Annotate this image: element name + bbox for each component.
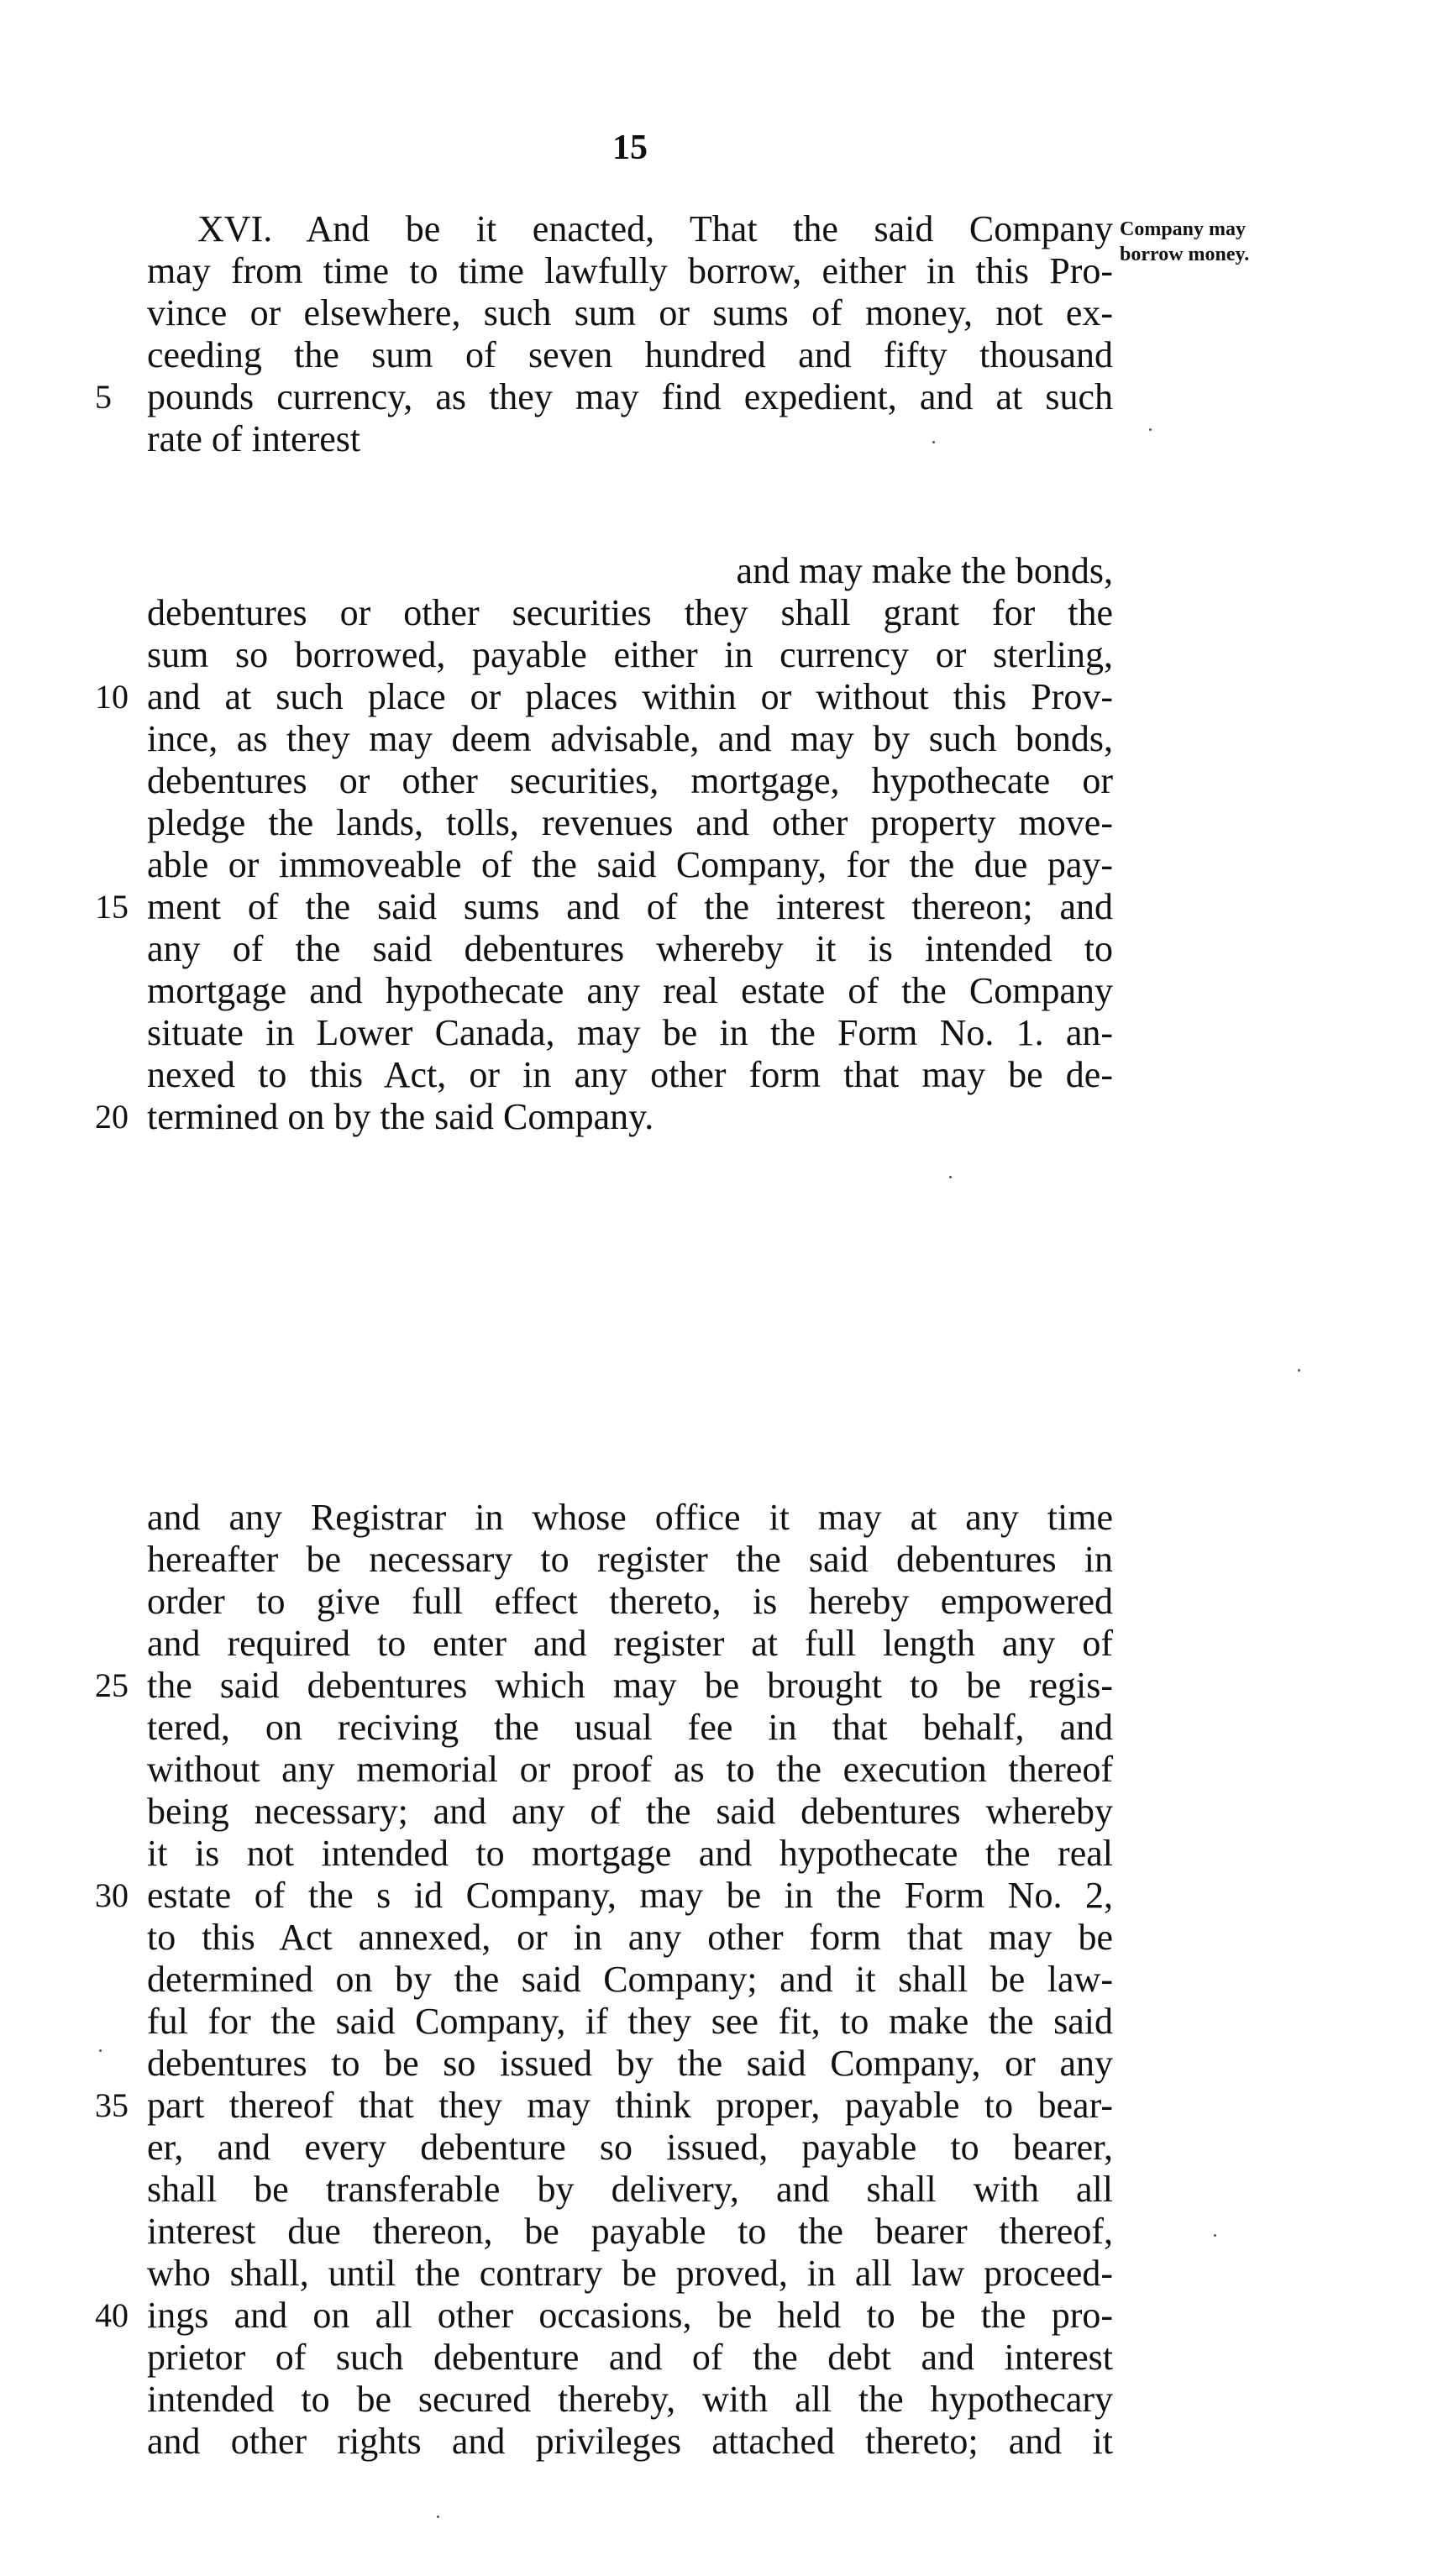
- line-text: ceeding the sum of seven hundred and fifty thousand: [147, 334, 1113, 375]
- text-line: [147, 1959, 1113, 2001]
- text-line: [147, 1581, 1113, 1623]
- line-text: ment of the said sums and of the interest thereon; and: [147, 886, 1113, 927]
- line-text: vince or elsewhere, such sum or sums of money, not ex-: [147, 292, 1113, 333]
- line-text: pounds currency, as they may find expedient, and at such: [147, 376, 1113, 417]
- line-text: tered, on reciving the usual fee in that behalf, and: [147, 1707, 1113, 1748]
- text-line: [147, 802, 1113, 844]
- text-line: [147, 334, 1113, 376]
- text-line: [95, 2085, 1113, 2127]
- line-text: debentures or other securities they shall grant for the: [147, 592, 1113, 633]
- line-text: XVI. And be it enacted, That the said Company: [197, 208, 1113, 249]
- print-speck: [1149, 428, 1152, 431]
- line-number: 40: [95, 2296, 129, 2334]
- line-text: and at such place or places within or without this Prov-: [147, 676, 1113, 717]
- line-text: the said debentures which may be brought to be regis-: [147, 1665, 1113, 1706]
- line-text: debentures to be so issued by the said Company, or any: [147, 2043, 1113, 2084]
- marginal-note-line: Company may: [1120, 218, 1247, 240]
- text-line: [147, 2337, 1113, 2379]
- line-text: rate of interest: [147, 418, 361, 459]
- line-text: ful for the said Company, if they see fit, to make the said: [147, 2001, 1113, 2042]
- line-number: 25: [95, 1666, 129, 1704]
- line-number: 15: [95, 888, 129, 926]
- text-line: [147, 250, 1113, 292]
- text-line: [95, 2295, 1113, 2337]
- line-text: able or immoveable of the said Company, for the due pay-: [147, 844, 1113, 885]
- text-line: [147, 760, 1113, 802]
- line-text: ince, as they may deem advisable, and may by such bonds,: [147, 718, 1113, 759]
- text-line: [147, 970, 1113, 1012]
- line-text: sum so borrowed, payable either in currency or sterling,: [147, 634, 1113, 675]
- line-number: 20: [95, 1098, 129, 1136]
- text-line: [147, 2211, 1113, 2253]
- text-line: [147, 550, 1113, 592]
- line-text: situate in Lower Canada, may be in the Form No. 1. an-: [147, 1012, 1113, 1053]
- text-line: [147, 718, 1113, 760]
- text-line: [95, 1665, 1113, 1707]
- line-text: and required to enter and register at full length any of: [147, 1623, 1113, 1664]
- print-speck: [99, 2049, 102, 2052]
- text-line: [147, 1497, 1113, 1539]
- line-text: and may make the bonds,: [736, 550, 1113, 591]
- paragraph-block-3: [95, 1497, 1113, 2463]
- line-text: order to give full effect thereto, is hereby empowered: [147, 1581, 1113, 1622]
- line-text: debentures or other securities, mortgage, hypothecate or: [147, 760, 1113, 801]
- line-text: mortgage and hypothecate any real estate of the Company: [147, 970, 1113, 1011]
- line-text: ings and on all other occasions, be held to be the pro-: [147, 2295, 1113, 2336]
- line-text: hereafter be necessary to register the said debentures in: [147, 1539, 1113, 1580]
- line-text: prietor of such debenture and of the debt and interest: [147, 2337, 1113, 2378]
- print-speck: [932, 441, 935, 443]
- text-line: [95, 676, 1113, 718]
- line-text: to this Act annexed, or in any other form that may be: [147, 1917, 1113, 1958]
- line-number: 5: [95, 378, 112, 416]
- text-line: [147, 2043, 1113, 2085]
- text-line: [95, 376, 1113, 418]
- paragraph-block-2: [95, 550, 1113, 1138]
- text-line: [147, 928, 1113, 970]
- line-text: nexed to this Act, or in any other form that may be de-: [147, 1054, 1113, 1095]
- line-text: part thereof that they may think proper, payable to bear-: [147, 2085, 1113, 2126]
- text-line: [147, 1791, 1113, 1833]
- print-speck: [949, 1176, 952, 1178]
- line-text: pledge the lands, tolls, revenues and other property move-: [147, 802, 1113, 843]
- print-speck: [1214, 2234, 1216, 2237]
- text-line: [147, 292, 1113, 334]
- text-line: [95, 886, 1113, 928]
- line-number: 30: [95, 1876, 129, 1914]
- text-line: [147, 208, 1113, 250]
- text-line: [147, 844, 1113, 886]
- line-text: it is not intended to mortgage and hypothecate the real: [147, 1833, 1113, 1874]
- line-text: interest due thereon, be payable to the bearer thereof,: [147, 2211, 1113, 2252]
- text-line: [147, 2001, 1113, 2043]
- text-line: [147, 1012, 1113, 1054]
- page-number: 15: [612, 129, 648, 167]
- text-line: [147, 2169, 1113, 2211]
- text-line: [95, 1875, 1113, 1917]
- line-text: shall be transferable by delivery, and shall with all: [147, 2169, 1113, 2210]
- text-line: [147, 1623, 1113, 1665]
- text-line: [147, 592, 1113, 634]
- line-text: estate of the s id Company, may be in the Form No. 2,: [147, 1875, 1113, 1916]
- line-text: any of the said debentures whereby it is intended to: [147, 928, 1113, 969]
- line-number: 35: [95, 2086, 129, 2124]
- line-text: determined on by the said Company; and it shall be law-: [147, 1959, 1113, 2000]
- text-line: [147, 2421, 1113, 2463]
- line-text: and any Registrar in whose office it may at any time: [147, 1497, 1113, 1538]
- text-line: [147, 2127, 1113, 2169]
- line-number: 10: [95, 678, 129, 716]
- line-text: may from time to time lawfully borrow, either in this Pro-: [147, 250, 1113, 291]
- text-line: [147, 1749, 1113, 1791]
- line-text: intended to be secured thereby, with all the hypothecary: [147, 2379, 1113, 2420]
- line-text: being necessary; and any of the said debentures whereby: [147, 1791, 1113, 1832]
- text-line: [95, 1096, 1113, 1138]
- text-line: [147, 634, 1113, 676]
- text-line: [147, 2379, 1113, 2421]
- text-line: [147, 1707, 1113, 1749]
- text-line: [147, 1833, 1113, 1875]
- paragraph-block-1: [95, 208, 1113, 460]
- print-speck: [1298, 1369, 1300, 1372]
- line-text: termined on by the said Company.: [147, 1096, 654, 1137]
- marginal-note: [1120, 217, 1288, 267]
- text-line: [147, 1539, 1113, 1581]
- text-line: [147, 1054, 1113, 1096]
- print-speck: [437, 2516, 439, 2518]
- line-text: er, and every debenture so issued, payable to bearer,: [147, 2127, 1113, 2168]
- line-text: without any memorial or proof as to the execution thereof: [147, 1749, 1113, 1790]
- marginal-note-line: borrow money.: [1120, 244, 1250, 265]
- text-line: [147, 1917, 1113, 1959]
- line-text: who shall, until the contrary be proved, in all law proceed-: [147, 2253, 1113, 2294]
- text-line: [147, 2253, 1113, 2295]
- line-text: and other rights and privileges attached thereto; and it: [147, 2421, 1113, 2462]
- text-line: [147, 418, 1113, 460]
